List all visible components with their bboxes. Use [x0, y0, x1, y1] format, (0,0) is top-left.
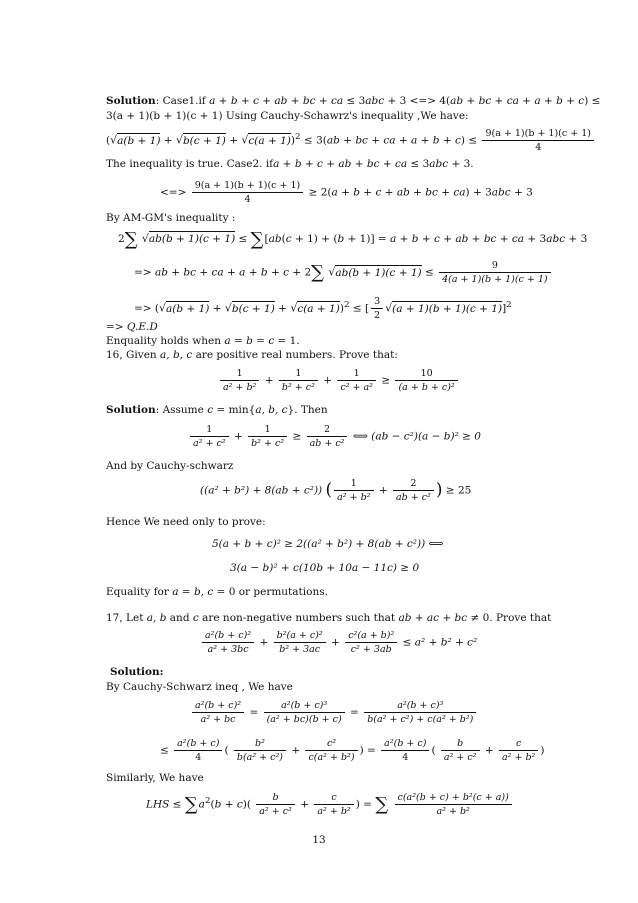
solution-17-heading: Solution:	[110, 666, 164, 678]
solution-17-eq1: $\frac{\text{a²(b + c)²}}{\text{a² + bc}}$ = $\frac{\text{a²(b + c)³}}{\text{(a² + bc)(b + c)}}$ = $\frac{\text{a²(b + c)³}}{\text{b(a² + c²) + c(a² + b²)}}$	[190, 700, 478, 725]
eq1-numerator: 9(a + 1)(b + 1)(c + 1)	[482, 128, 593, 141]
similarly-line: Similarly, We have	[106, 772, 204, 784]
page-number: 13	[312, 834, 326, 846]
problem-16-statement: 16, Given a, b, c are positive real numbers. Prove that:	[106, 349, 398, 361]
solution-16-eq2: ((a² + b²) + 8(ab + c²)) ( $\frac{1}{\text{a² + b²}}$ + $\frac{2}{\text{ab + c²}}$ ) ≥ 25	[200, 478, 472, 503]
eq1-denominator: 4	[535, 142, 542, 153]
equation-3: 2∑ √ab(b + 1)(c + 1) ≤ ∑[ab(c + 1) + (b + 1)] = a + b + c + ab + bc + ca + 3abc + 3	[118, 228, 588, 250]
problem-17-inequality: $\frac{\text{a²(b + c)²}}{\text{a² + 3bc}}$ + $\frac{\text{b²(a + c)²}}{\text{b² + 3ac}}$ + $\frac{\text{c²(a + b)²}}{\text{c² + 3ab}}$ ≤ a² + b² + c²	[200, 630, 477, 655]
solution-17-eq3: LHS ≤ $\sum a^2(b + c)$( $\frac{b}{\text{a² + c²}}$ + $\frac{c}{\text{a² + b²}}$ ) = ∑ $\frac{\text{c(a²(b + c) + b²(c + a))}}{\text{a² + b²}}$	[146, 792, 514, 817]
equality-16-line: Equality for a = b, c = 0 or permutations.	[106, 586, 328, 598]
equation-2: <=> $\frac{9(a + 1)(b + 1)(c + 1)}{4}$ ≥ 2(a + b + c + ab + bc + ca) + 3abc + 3	[160, 180, 533, 205]
cauchy-line: 3(a + 1)(b + 1)(c + 1) Using Cauchy-Schawrz's inequality ,We have:	[106, 110, 469, 122]
solution-case1-line: Solution: Case1.if a + b + c + ab + bc + ca ≤ 3abc + 3 <=> 4(ab + bc + ca + a + b + c) ≤	[106, 95, 601, 107]
problem-16-inequality: $\frac{1}{\text{a² + b²}}$ + $\frac{1}{\text{b² + c²}}$ + $\frac{1}{\text{c² + a²}}$ ≥ $\frac{10}{\text{(a + b + c)²}}$	[218, 368, 460, 393]
problem-17-statement: 17, Let a, b and c are non-negative numbers such that ab + ac + bc ≠ 0. Prove that	[106, 612, 552, 624]
eq2-denominator: 4	[244, 194, 251, 205]
eq2-iff: <=>	[160, 186, 187, 199]
cauchy-schwarz-line: And by Cauchy-schwarz	[106, 460, 234, 472]
equality-holds-line: Enquality holds when a = b = c = 1.	[106, 335, 300, 347]
eq4-numerator: 9	[439, 260, 550, 273]
equation-5: => $(√a(b + 1) + √b(c + 1) + √c(a + 1))^2$ ≤ [ $\frac{3}{2}$ √(a + 1)(b + 1)(c + 1)]$^2$	[134, 296, 512, 321]
am-gm-line: By AM-GM's inequality :	[106, 212, 236, 224]
cauchy-17-line: By Cauchy-Schwarz ineq , We have	[106, 681, 293, 693]
hence-line: Hence We need only to prove:	[106, 516, 266, 528]
equation-1: $(√a(b + 1) + √b(c + 1) + √c(a + 1))^2 \le 3(ab$ + bc + ca + a + b + c) ≤ $\frac{9(a + 1)(b + 1)(c + 1)}{4}$	[106, 128, 596, 153]
solution-17-eq2: ≤ $\frac{\text{a²(b + c)}}{4}$ ( $\frac{\text{b²}}{\text{b(a² + c²)}}$ + $\frac{\text{c²}}{\text{c(a² + b²)}}$ ) = $\frac{\text{a²(b + c)}}{4}$ ( $\frac{b}{\text{a² + c²}}$ + $\frac{c}{\text{a² + b²}}$ )	[160, 738, 545, 763]
solution-16-line: Solution: Assume c = min{a, b, c}. Then	[106, 404, 328, 416]
equation-4: => ab + bc + ca + a + b + c + 2∑ √ab(b + 1)(c + 1) ≤ $\frac{9}{4(a + 1)(b + 1)(c + 1)}$	[134, 260, 553, 285]
solution-16-eq3: 5(a + b + c)² ≥ 2((a² + b²) + 8(ab + c²)) ⟺	[212, 538, 444, 550]
solution-16-eq1: $\frac{1}{\text{a² + c²}}$ + $\frac{1}{\text{b² + c²}}$ ≥ $\frac{2}{\text{ab + c²}}$ ⟺ (ab − c²)(a − b)² ≥ 0	[188, 424, 481, 449]
eq4-denominator: 4(a + 1)(b + 1)(c + 1)	[442, 274, 548, 285]
case2-line: The inequality is true. Case2. ifa + b + c + ab + bc + ca ≤ 3abc + 3.	[106, 158, 474, 170]
solution-16-eq4: 3(a − b)² + c(10b + 10a − 11c) ≥ 0	[230, 562, 420, 574]
eq2-numerator: 9(a + 1)(b + 1)(c + 1)	[192, 180, 303, 193]
qed-line: => Q.E.D	[106, 321, 158, 333]
